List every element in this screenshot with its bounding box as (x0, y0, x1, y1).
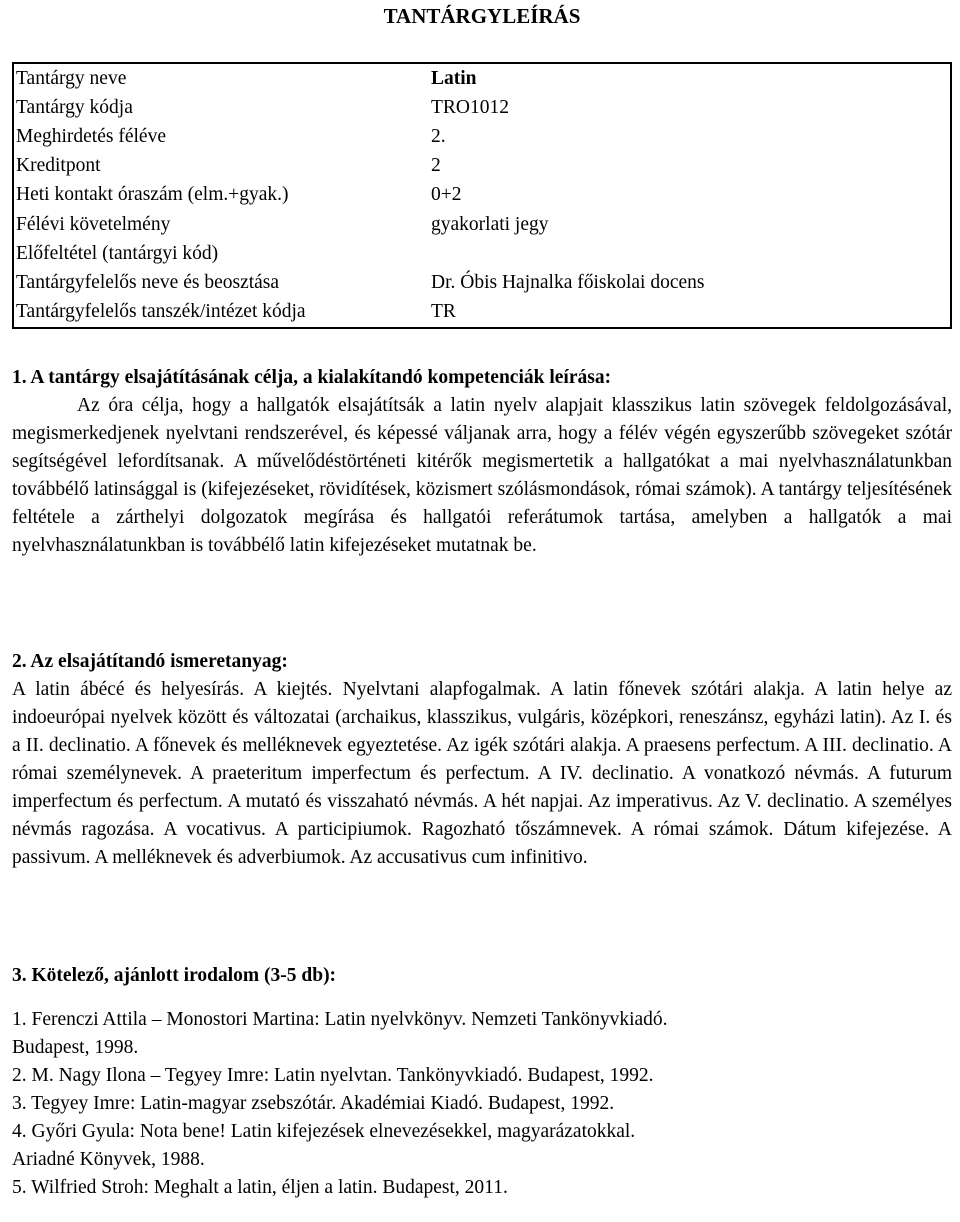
section-curriculum (12, 648, 952, 872)
info-row-semester (13, 122, 951, 151)
info-row-requirement (13, 210, 951, 239)
info-label: Kreditpont (16, 155, 101, 177)
section-heading: 2. Az elsajátítandó ismeretanyag: (12, 651, 288, 672)
reference-item: 4. Győri Gyula: Nota bene! Latin kifejezések elnevezésekkel, magyarázatokkal. (12, 1121, 636, 1142)
info-row-credits (13, 152, 951, 181)
info-row-hours (13, 181, 951, 210)
section-heading: 3. Kötelező, ajánlott irodalom (3-5 db): (12, 965, 337, 986)
info-row-department (13, 298, 951, 328)
info-label: Tantárgy kódja (16, 96, 133, 118)
info-row-responsible (13, 268, 951, 297)
section-text: A latin ábécé és helyesírás. A kiejtés. Nyelvtani alapfogalmak. A latin főnevek szótári alakja. A latin helye az indoeurópai nyelvek között és változatai (archaikus, klasszikus, vulgáris, középkori, reneszánsz, egyházi latin). Az I. és a II. declinatio. A főnevek és melléknevek egyeztetése. Az igék szótári alakja. A praesens perfectum. A III. declinatio. A római személynevek. A praeteritum imperfectum és perfectum. A IV. declinatio. A vonatkozó névmás. A futurum imperfectum és perfectum. A mutató és visszaható névmás. A hét napjai. Az imperativus. Az V. declinatio. A személyes névmás ragozása. A vocativus. A participiumok. Ragozható tőszámnevek. A római számok. Dátum kifejezése. A passivum. A melléknevek és adverbiumok. Az accusativus cum infinitivo. (12, 679, 952, 868)
info-value: TRO1012 (431, 96, 509, 118)
info-row-code (13, 93, 951, 122)
info-value (423, 239, 951, 268)
info-value: Dr. Óbis Hajnalka főiskolai docens (431, 271, 705, 293)
info-value: gyakorlati jegy (431, 213, 549, 235)
section-text: Az óra célja, hogy a hallgatók elsajátítsák a latin nyelv alapjait klasszikus latin szövegek feldolgozásával, megismerkedjenek nyelvtani rendszerével, és képessé váljanak arra, hogy a félév végén egyszerűbb szövegeket szótár segítségével lefordítsanak. A művelődéstörténeti kitérők megismertetik a hallgatókat a mai nyelvhasználatunkban továbbélő latinsággal is (kifejezéseket, rövidítések, közismert szólásmondások, római számok). A tantárgy teljesítésének feltétele a zárthelyi dolgozatok megírása és hallgatói referátumok tartása, amelyben a hallgatók a mai nyelvhasználatunkban is továbbélő latin kifejezéseket mutatnak be. (12, 395, 952, 556)
section-literature (12, 962, 952, 1202)
info-row-name (13, 63, 951, 93)
reference-list (12, 1006, 952, 1202)
reference-item-cont: Budapest, 1998. (12, 1037, 139, 1058)
reference-item: 1. Ferenczi Attila – Monostori Martina: Latin nyelvkönyv. Nemzeti Tankönyvkiadó. (12, 1009, 668, 1030)
info-label: Előfeltétel (tantárgyi kód) (16, 242, 219, 264)
info-value: 2. (431, 125, 446, 147)
info-row-prerequisite (13, 239, 951, 268)
reference-item-cont: Ariadné Könyvek, 1988. (12, 1149, 205, 1170)
info-label: Tantárgyfelelős neve és beosztása (16, 271, 280, 293)
info-label: Félévi követelmény (16, 213, 171, 235)
info-value: 2 (431, 155, 441, 177)
reference-item: 2. M. Nagy Ilona – Tegyey Imre: Latin nyelvtan. Tankönyvkiadó. Budapest, 1992. (12, 1065, 654, 1086)
info-value: TR (431, 301, 456, 323)
info-value: Latin (431, 67, 477, 89)
section-heading: 1. A tantárgy elsajátításának célja, a kialakítandó kompetenciák leírása: (12, 367, 612, 388)
reference-item: 3. Tegyey Imre: Latin-magyar zsebszótár. Akadémiai Kiadó. Budapest, 1992. (12, 1093, 615, 1114)
info-label: Tantárgyfelelős tanszék/intézet kódja (16, 301, 306, 323)
info-label: Heti kontakt óraszám (elm.+gyak.) (16, 184, 289, 206)
info-value: 0+2 (431, 184, 462, 206)
course-info-table (12, 62, 952, 329)
info-label: Meghirdetés féléve (16, 125, 166, 147)
reference-item: 5. Wilfried Stroh: Meghalt a latin, éljen a latin. Budapest, 2011. (12, 1177, 508, 1198)
section-goals (12, 364, 952, 560)
info-label: Tantárgy neve (16, 67, 127, 89)
document-title: TANTÁRGYLEÍRÁS (383, 4, 581, 28)
document-page (12, 0, 952, 1198)
